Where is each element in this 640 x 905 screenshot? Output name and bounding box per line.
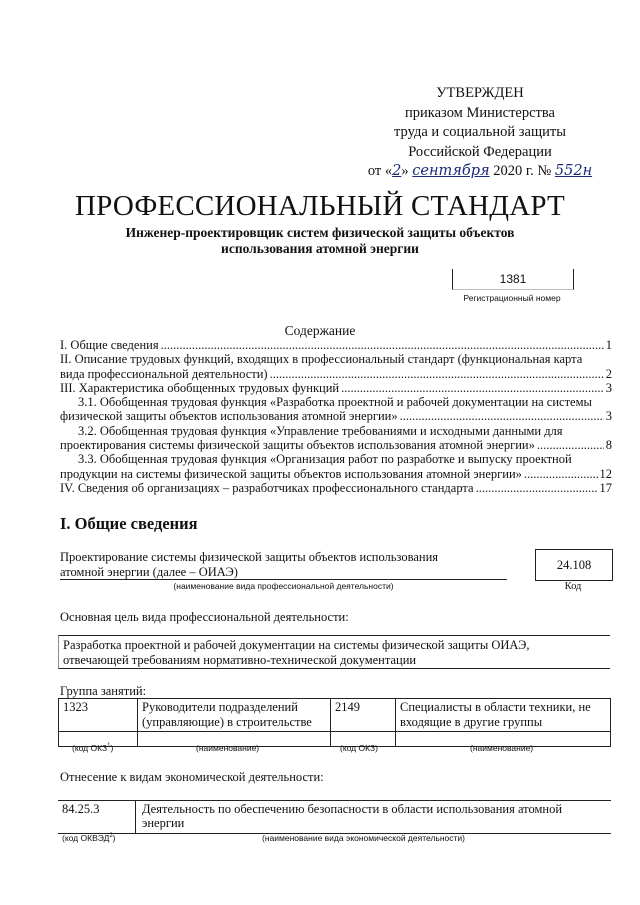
document-title: ПРОФЕССИОНАЛЬНЫЙ СТАНДАРТ <box>75 190 565 222</box>
occupation-name-caption: (наименование) <box>196 743 260 753</box>
occupation-name-cell: Руководители подразделений (управляющие) в строительстве <box>138 699 331 732</box>
approval-day: 2 <box>392 163 402 179</box>
divider <box>60 579 507 580</box>
okz-code-caption: (код ОКЗ) <box>340 743 378 753</box>
activity-code-caption: Код <box>564 581 582 592</box>
approval-block <box>360 84 600 182</box>
approval-federation-line: Российской Федерации <box>408 143 552 160</box>
activity-kind: Проектирование системы физической защиты объектов использования атомной энергии (далее – ОИАЭ) <box>60 550 439 579</box>
toc-item-cont[interactable]: вида профессиональной деятельности) ..... 2 <box>60 367 612 381</box>
activity-kind-caption: (наименование вида профессиональной деятельности) <box>173 581 394 591</box>
section-heading: I. Общие сведения <box>60 514 198 533</box>
approval-number: 552н <box>554 163 593 179</box>
okz-code-caption: (код ОКЗ$^1$) <box>72 743 114 753</box>
toc-item[interactable]: II. Описание трудовых функций, входящих в профессиональный стандарт (функциональная карта <box>60 352 583 367</box>
toc-item[interactable]: III. Характеристика обобщенных трудовых функций ..... 3 <box>60 381 612 395</box>
toc-heading: Содержание <box>284 323 356 338</box>
table-row <box>59 699 611 732</box>
occupation-name-caption: (наименование) <box>470 743 534 753</box>
table-of-contents <box>60 338 612 495</box>
approval-status: УТВЕРЖДЕН <box>436 85 524 101</box>
toc-item[interactable]: I. Общие сведения ..... 1 <box>60 338 612 352</box>
toc-item[interactable]: IV. Сведения об организациях – разработчиках профессионального стандарта ..... 17 <box>60 481 612 495</box>
okved-code-cell: 84.25.3 <box>58 801 136 833</box>
economic-activity-box <box>58 800 611 834</box>
toc-subitem-cont[interactable]: продукции на системы физической защиты объектов использования атомной энергии» ..... 12 <box>60 467 612 481</box>
toc-subitem-cont[interactable]: физической защиты объектов использования атомной энергии» ..... 3 <box>60 409 612 423</box>
approval-month: сентября <box>412 163 490 179</box>
document-subtitle: Инженер-проектировщик систем физической защиты объектов использования атомной энергии <box>125 225 515 256</box>
okved-code-caption: (код ОКВЭД$^2$) <box>62 833 116 843</box>
toc-subitem[interactable]: 3.1. Обобщенная трудовая функция «Разработка проектной и рабочей документации на системы <box>78 395 592 410</box>
okved-name-cell: Деятельность по обеспечению безопасности в области использования атомной энергии <box>142 802 563 830</box>
goal-heading: Основная цель вида профессиональной деятельности: <box>60 610 349 624</box>
occupation-name-cell: Специалисты в области техники, не входящие в другие группы <box>396 699 611 732</box>
activity-code-box: 24.108 <box>535 549 613 581</box>
registration-number-label: Регистрационный номер <box>463 293 561 303</box>
economic-activity-heading: Отнесение к видам экономической деятельности: <box>60 770 324 784</box>
toc-subitem-cont[interactable]: проектирования системы физической защиты объектов использования атомной энергии» ..... 8 <box>60 438 612 452</box>
toc-subitem[interactable]: 3.3. Обобщенная трудовая функция «Организация работ по разработке и выпуску проектной <box>78 452 572 467</box>
occupation-table <box>58 698 611 747</box>
okz-code-cell: 2149 <box>331 699 396 732</box>
approval-ministry-line: труда и социальной защиты <box>394 124 566 140</box>
occupation-group-heading: Группа занятий: <box>60 684 147 698</box>
goal-box: Разработка проектной и рабочей документации на системы физической защиты ОИАЭ, отвечающей требованиям нормативно-технической документации <box>58 635 610 669</box>
toc-subitem[interactable]: 3.2. Обобщенная трудовая функция «Управление требованиями и исходными данными для <box>78 423 563 438</box>
okved-name-caption: (наименование вида экономической деятельности) <box>262 833 465 843</box>
registration-number-box: 1381 <box>452 269 574 290</box>
approval-date-line: от «2» сентября 2020 г. № 552н <box>367 163 593 179</box>
approval-order-line: приказом Министерства <box>405 104 555 121</box>
okz-code-cell: 1323 <box>59 699 138 732</box>
